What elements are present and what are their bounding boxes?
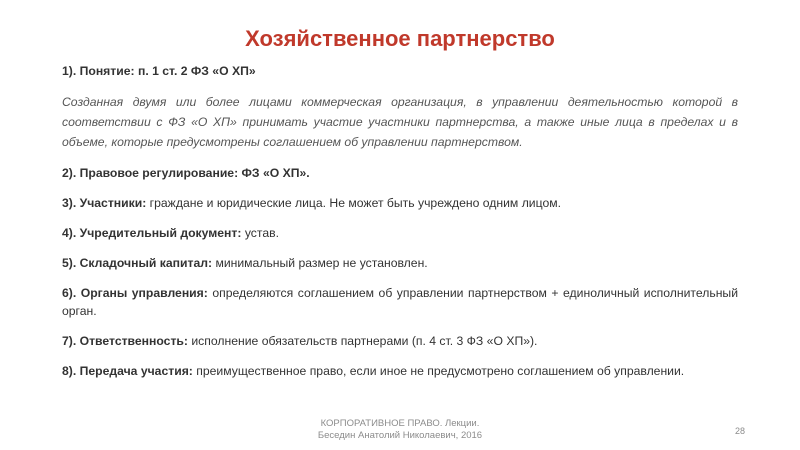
item-transfer (62, 362, 738, 380)
item-liability (62, 332, 738, 350)
item-liability-text: исполнение обязательств партнерами (п. 4 ст. 3 ФЗ «О ХП»). (187, 334, 538, 348)
item-capital (62, 254, 738, 272)
item-management (62, 284, 738, 320)
slide-content (62, 62, 738, 392)
item-participants (62, 194, 738, 212)
item-management-text: определяются соглашением об управлении партнерством + единоличный исполнительный орган. (62, 286, 739, 318)
item-capital-text: минимальный размер не установлен. (212, 256, 428, 270)
item-concept (62, 62, 738, 80)
item-liability-label: 7). Ответственность: (62, 334, 188, 348)
item-founding-doc-label: 4). Учредительный документ: (62, 226, 242, 240)
item-participants-text: граждане и юридические лица. Не может быть учреждено одним лицом. (146, 196, 562, 210)
item-founding-doc-text: устав. (241, 226, 279, 240)
page-number: 28 (734, 426, 745, 436)
definition-text: Созданная двумя или более лицами коммерческая организация, в управлении деятельностью которой в соответствии с ФЗ «О ХП» принимать участие участники партнерства, а также иные лица в пределах и в объеме, которые предусмотрены соглашением об управлении партнерством. (62, 95, 738, 149)
item-transfer-label: 8). Передача участия: (62, 364, 193, 378)
item-regulation (62, 164, 738, 182)
item-founding-doc (62, 224, 738, 242)
item-regulation-label: 2). Правовое регулирование: ФЗ «О ХП». (62, 166, 310, 180)
item-management-label: 6). Органы управления: (62, 286, 208, 300)
item-participants-label: 3). Участники: (62, 196, 147, 210)
footer-author: Беседин Анатолий Николаевич, 2016 (317, 430, 483, 441)
slide-title: Хозяйственное партнерство (245, 26, 555, 51)
slide-footer (0, 418, 800, 442)
item-transfer-text: преимущественное право, если иное не предусмотрено соглашением об управлении. (192, 364, 685, 378)
item-concept-label: 1). Понятие: п. 1 ст. 2 ФЗ «О ХП» (62, 64, 256, 78)
item-capital-label: 5). Складочный капитал: (62, 256, 213, 270)
footer-course-title: КОРПОРАТИВНОЕ ПРАВО. Лекции. (320, 418, 480, 429)
